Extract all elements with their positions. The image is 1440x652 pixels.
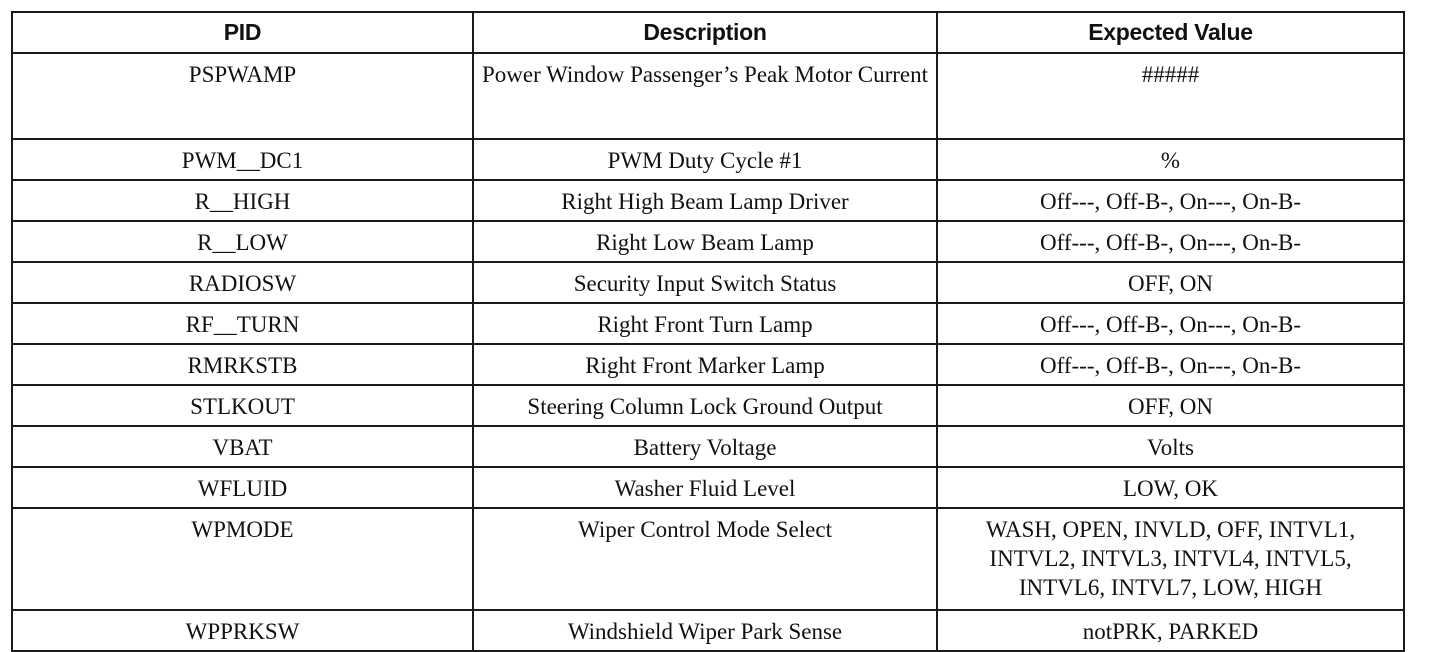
pid-cell: WPPRKSW <box>12 610 473 651</box>
pid-cell: R__LOW <box>12 221 473 262</box>
expected-value-cell: WASH, OPEN, INVLD, OFF, INTVL1, INTVL2, INTVL3, INTVL4, INTVL5, INTVL6, INTVL7, LOW, HIGH <box>937 508 1404 610</box>
description-cell: Windshield Wiper Park Sense <box>473 610 937 651</box>
pid-cell: RF__TURN <box>12 303 473 344</box>
pid-table <box>11 11 1405 652</box>
description-cell: Right Front Marker Lamp <box>473 344 937 385</box>
table-row <box>12 180 1404 221</box>
table-row <box>12 221 1404 262</box>
table-row <box>12 344 1404 385</box>
header-expected-value: Expected Value <box>937 12 1404 53</box>
table-row <box>12 53 1404 139</box>
pid-cell: WPMODE <box>12 508 473 610</box>
pid-cell: R__HIGH <box>12 180 473 221</box>
pid-cell: VBAT <box>12 426 473 467</box>
expected-value-cell: % <box>937 139 1404 180</box>
header-pid: PID <box>12 12 473 53</box>
description-cell: Steering Column Lock Ground Output <box>473 385 937 426</box>
description-cell: Right High Beam Lamp Driver <box>473 180 937 221</box>
pid-cell: WFLUID <box>12 467 473 508</box>
expected-value-cell: Off---, Off-B-, On---, On-B- <box>937 221 1404 262</box>
description-cell: Washer Fluid Level <box>473 467 937 508</box>
table-row <box>12 426 1404 467</box>
expected-value-cell: ##### <box>937 53 1404 139</box>
expected-value-cell: OFF, ON <box>937 262 1404 303</box>
expected-value-cell: OFF, ON <box>937 385 1404 426</box>
header-row <box>12 12 1404 53</box>
pid-cell: RADIOSW <box>12 262 473 303</box>
table-row <box>12 262 1404 303</box>
pid-cell: PWM__DC1 <box>12 139 473 180</box>
table-row <box>12 467 1404 508</box>
table-row <box>12 610 1404 651</box>
table-row <box>12 139 1404 180</box>
pid-cell: STLKOUT <box>12 385 473 426</box>
expected-value-cell: Off---, Off-B-, On---, On-B- <box>937 344 1404 385</box>
description-cell: PWM Duty Cycle #1 <box>473 139 937 180</box>
table-row <box>12 508 1404 610</box>
expected-value-cell: Off---, Off-B-, On---, On-B- <box>937 180 1404 221</box>
expected-value-cell: Off---, Off-B-, On---, On-B- <box>937 303 1404 344</box>
expected-value-cell: Volts <box>937 426 1404 467</box>
description-cell: Wiper Control Mode Select <box>473 508 937 610</box>
pid-cell: PSPWAMP <box>12 53 473 139</box>
table-row <box>12 303 1404 344</box>
header-description: Description <box>473 12 937 53</box>
expected-value-cell: notPRK, PARKED <box>937 610 1404 651</box>
description-cell: Right Low Beam Lamp <box>473 221 937 262</box>
expected-value-cell: LOW, OK <box>937 467 1404 508</box>
description-cell: Security Input Switch Status <box>473 262 937 303</box>
description-cell: Battery Voltage <box>473 426 937 467</box>
pid-cell: RMRKSTB <box>12 344 473 385</box>
description-cell: Power Window Passenger’s Peak Motor Current <box>473 53 937 139</box>
table-row <box>12 385 1404 426</box>
description-cell: Right Front Turn Lamp <box>473 303 937 344</box>
